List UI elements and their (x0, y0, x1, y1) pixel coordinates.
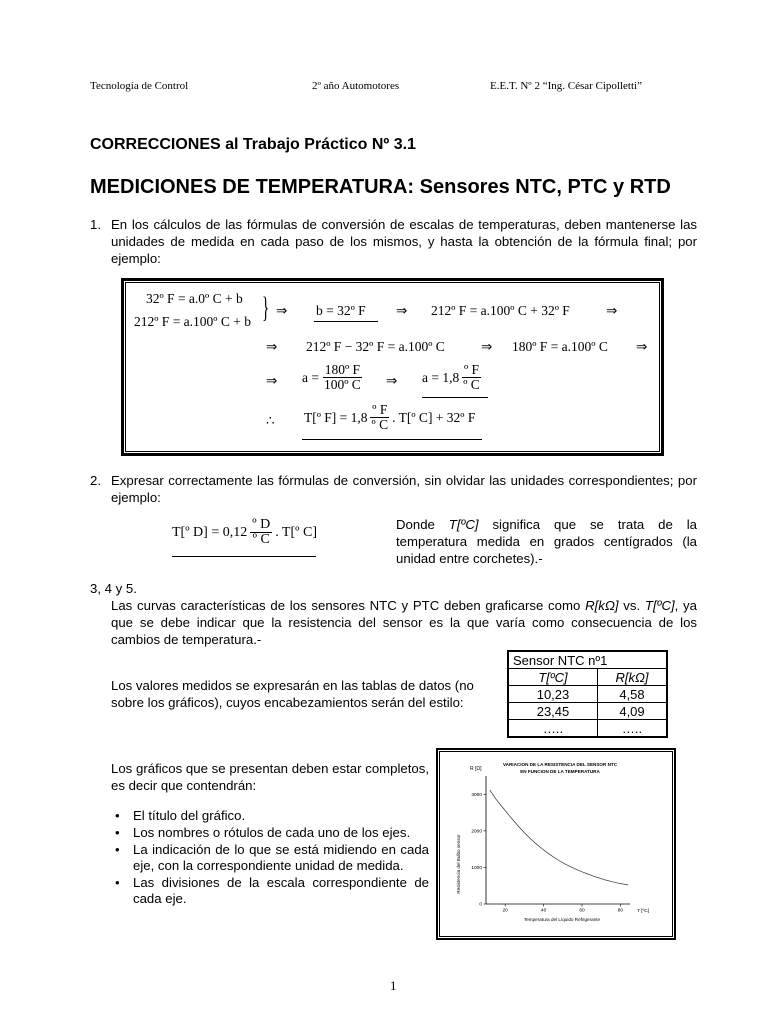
chart-y-unit: R [Ω] (470, 766, 482, 772)
y-tick-label: 0 (479, 902, 482, 908)
header-right: E.E.T. Nº 2 “Ing. César Cipolletti” (490, 80, 642, 92)
ntc-chart-frame (439, 751, 673, 937)
system-eq-1: 32º F = a.0º C + b (146, 291, 243, 306)
y-tick-label: 3000 (471, 792, 482, 798)
example-lhs: T[º D] = 0,12 (172, 524, 248, 540)
table-cell: 10,23 (508, 686, 598, 703)
table-cell: ….. (598, 720, 668, 738)
unit-note (396, 516, 697, 567)
header-center: 2º año Automotores (312, 80, 400, 92)
item1-number: 1. (90, 217, 101, 232)
document-subtitle: MEDICIONES DE TEMPERATURA: Sensores NTC, PTC y RTD (90, 176, 671, 198)
unit-note-pre: Donde (396, 517, 449, 532)
final-underline (302, 439, 482, 440)
final-denominator: º C (371, 417, 389, 432)
table-row (508, 720, 667, 738)
arrow-4: ⇒ (266, 339, 278, 354)
chart-y-label: Resistencia del Bulbo sensor (456, 834, 461, 894)
list-item: • Los nombres o rótulos de cada uno de los ejes. (111, 825, 429, 841)
arrow-8: ⇒ (386, 373, 398, 388)
example-numerator: º D (252, 517, 271, 532)
ntc-table-title: Sensor NTC nº1 (508, 651, 667, 669)
table-cell: 23,45 (508, 703, 598, 720)
final-formula (304, 403, 475, 432)
a-numerator: 180º F (324, 362, 361, 377)
chart-title-line-1: VARIACION DE LA RESISTENCIA DEL SENSOR NTC (502, 762, 618, 767)
list-item: • La indicación de lo que se está midiendo en cada eje, con la correspondiente unidad de medida. (111, 842, 429, 874)
a-value-lhs: a = 1,8 (422, 369, 460, 385)
header-left: Tecnología de Control (90, 80, 189, 92)
arrow-5: ⇒ (481, 339, 493, 354)
item345-text-a: Las curvas características de los sensores NTC y PTC deben graficarse como (111, 598, 586, 613)
table-cell: 4,58 (598, 686, 668, 703)
a-lhs: a = (302, 369, 319, 385)
list-item: • El título del gráfico. (111, 808, 429, 824)
ntc-chart (440, 752, 672, 936)
y-tick-label: 1000 (471, 866, 482, 872)
arrow-6: ⇒ (636, 339, 648, 354)
chart-title-line-2: EN FUNCION DE LA TEMPERATURA (520, 769, 600, 774)
ntc-table-header-temp: T[ºC] (508, 669, 598, 686)
system-eq-2: 212º F = a.100º C + b (134, 314, 251, 329)
a-value-underline (422, 397, 488, 398)
chart-series-line (490, 790, 628, 885)
x-tick-label: 40 (540, 908, 547, 914)
brace-icon: } (262, 291, 270, 324)
a-value-fraction (461, 363, 482, 392)
equation-2: 212º F = a.100º C + 32º F (431, 303, 570, 318)
arrow-1: ⇒ (276, 303, 288, 318)
a-value-numerator: º F (463, 362, 480, 377)
table-cell: ….. (508, 720, 598, 738)
a-denominator: 100º C (323, 377, 361, 392)
example-fraction (250, 518, 272, 547)
item2-number: 2. (90, 473, 101, 488)
final-fraction (370, 403, 391, 432)
item345-text (111, 597, 697, 648)
table-row (508, 686, 667, 703)
page-number: 1 (390, 978, 397, 993)
graphs-text: Los gráficos que se presentan deben estar completos, es decir que contendrán: (111, 761, 429, 793)
item345-text-t: T[ºC] (644, 598, 675, 613)
item2-text: Expresar correctamente las fórmulas de conversión, sin olvidar las unidades correspondientes; por ejemplo: (111, 473, 697, 505)
item345-text-c: , ya que se debe indicar que la resistencia del sensor es la que varía como consecuencia de los cambios de temperatura.- (111, 598, 697, 647)
final-numerator: º F (372, 402, 388, 417)
x-tick-label: 20 (502, 908, 508, 914)
item345-text-vs: vs. (618, 598, 645, 613)
x-tick-label: 60 (579, 908, 585, 914)
item1-text: En los cálculos de las fórmulas de conversión de escalas de temperaturas, deben mantenerse las unidades de medida en cada paso de los mismos, y hasta la obtención de la fórmula final; por ejemplo: (111, 217, 697, 266)
a-fraction-equation (302, 363, 363, 392)
ntc-table (507, 650, 668, 738)
b-equation: b = 32º F (316, 303, 366, 318)
y-tick-label: 2000 (471, 829, 482, 835)
tables-text: Los valores medidos se expresarán en las tablas de datos (no sobre los gráficos), cuyos encabezamientos serán del estilo: (111, 678, 474, 710)
arrow-3: ⇒ (606, 303, 618, 318)
therefore-symbol: ∴ (266, 413, 275, 428)
equation-4: 180º F = a.100º C (512, 339, 608, 354)
example-denominator: º C (252, 532, 270, 547)
chart-x-unit: T [ºC] (637, 909, 650, 914)
equations-box (125, 282, 660, 452)
unit-note-post: significa que se trata de la temperatura medida en grados centígrados (la unidad entre corchetes).- (396, 517, 697, 566)
b-underline (314, 321, 378, 322)
x-tick-label: 80 (617, 908, 624, 914)
final-lhs: T[º F] = 1,8 (304, 409, 368, 425)
example-rhs: . T[º C] (275, 524, 317, 540)
unit-note-em: T[ºC] (448, 517, 479, 532)
final-rhs: . T[º C] + 32º F (392, 409, 476, 425)
table-cell: 4,09 (598, 703, 668, 720)
a-value-denominator: º C (463, 377, 480, 392)
item345-number: 3, 4 y 5. (90, 581, 137, 596)
item345-text-r: R[kΩ] (585, 598, 619, 613)
example-underline (172, 556, 316, 557)
requirements-list (111, 808, 429, 908)
equation-3: 212º F − 32º F = a.100º C (306, 339, 445, 354)
ntc-table-header-res: R[kΩ] (598, 669, 668, 686)
example-formula (172, 518, 317, 547)
table-row (508, 703, 667, 720)
a-fraction (322, 363, 363, 392)
chart-x-label: Temperatura del Líquido Refrigerante (523, 917, 601, 922)
arrow-2: ⇒ (396, 303, 408, 318)
a-value-equation (422, 363, 482, 392)
document-title: CORRECCIONES al Trabajo Práctico Nº 3.1 (90, 136, 416, 153)
arrow-7: ⇒ (266, 373, 278, 388)
list-item: • Las divisiones de la escala correspondiente de cada eje. (111, 875, 429, 907)
